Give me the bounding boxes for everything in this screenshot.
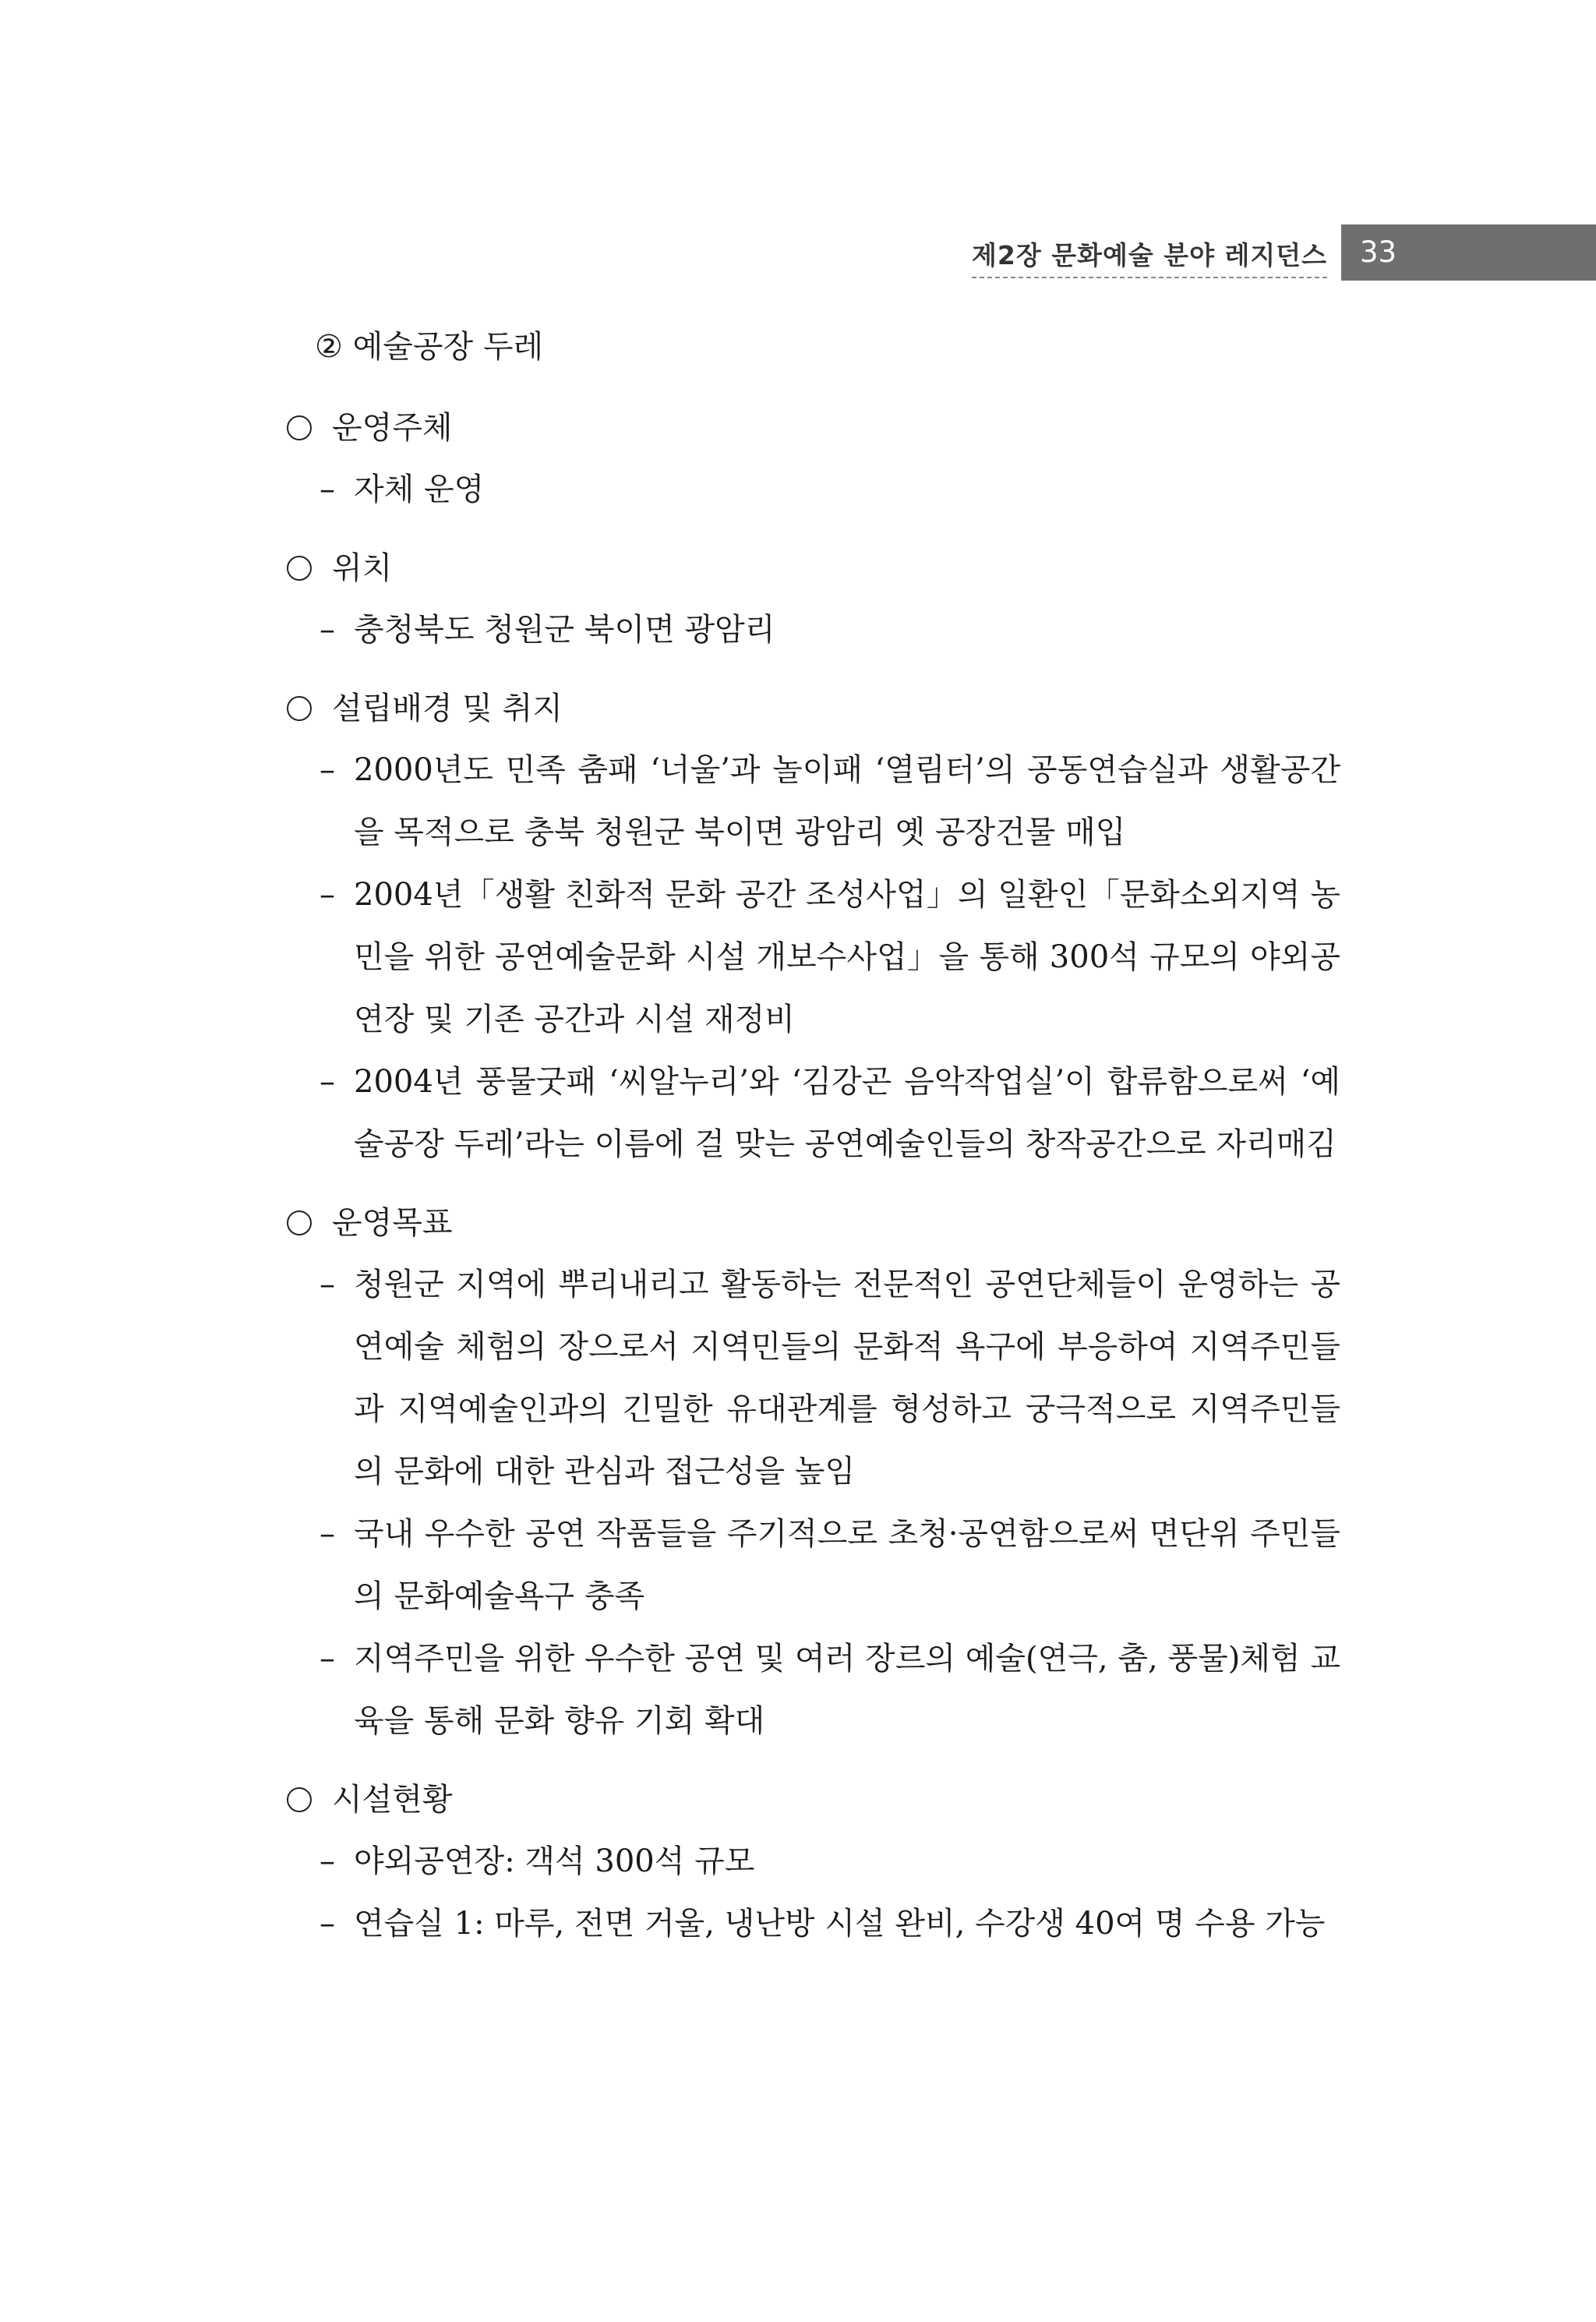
item-text: 연습실 1: 마루, 전면 거울, 냉난방 시설 완비, 수강생 40여 명 수용 가능	[354, 1906, 1326, 1942]
section-heading	[287, 398, 1347, 458]
item-text: 국내 우수한 공연 작품들을 주기적으로 초청·공연함으로써 면단위 주민들의 문화예술욕구 충족	[354, 1516, 1340, 1614]
subsection-title: ② 예술공장 두레	[315, 329, 544, 365]
dash-bullet: –	[320, 1267, 335, 1302]
circle-bullet-icon	[287, 415, 312, 440]
section-heading	[287, 538, 1347, 599]
dash-bullet: –	[320, 1906, 335, 1942]
section-title: 설립배경 및 취지	[332, 691, 563, 726]
dash-bullet: –	[320, 752, 335, 788]
list-item	[287, 1830, 1340, 1893]
section-facilities	[287, 1769, 1347, 1955]
dash-bullet: –	[320, 877, 335, 913]
section-operator	[287, 398, 1347, 521]
page-number-box	[1341, 224, 1596, 281]
item-text: 자체 운영	[354, 472, 485, 507]
section-background	[287, 678, 1347, 1175]
list-item	[287, 1051, 1340, 1175]
list-item	[287, 1628, 1340, 1752]
list-item	[287, 1253, 1340, 1503]
section-heading	[287, 678, 1347, 739]
section-title: 운영목표	[332, 1205, 453, 1241]
dash-bullet: –	[320, 1641, 335, 1677]
list-item	[287, 458, 1340, 521]
item-text: 2004년「생활 친화적 문화 공간 조성사업」의 일환인「문화소외지역 농민을 위한 공연예술문화 시설 개보수사업」을 통해 300석 규모의 야외공연장 및 기존 공간과 시설 재정비	[354, 877, 1340, 1037]
section-title: 운영주체	[332, 410, 453, 446]
list-item	[287, 1503, 1340, 1628]
circle-bullet-icon	[287, 696, 312, 721]
list-item	[287, 864, 1340, 1051]
circle-bullet-icon	[287, 1210, 312, 1235]
section-location	[287, 538, 1347, 661]
section-title: 시설현황	[332, 1782, 453, 1818]
item-text: 청원군 지역에 뿌리내리고 활동하는 전문적인 공연단체들이 운영하는 공연예술 체험의 장으로서 지역민들의 문화적 욕구에 부응하여 지역주민들과 지역예술인과의 긴밀한 유대관계를 형성하고 궁극적으로 지역주민들의 문화에 대한 관심과 접근성을 높임	[354, 1267, 1340, 1490]
dash-bullet: –	[320, 1516, 335, 1552]
item-text: 충청북도 청원군 북이면 광암리	[354, 612, 775, 648]
item-text: 2004년 풍물굿패 ‘씨알누리’와 ‘김강곤 음악작업실’이 합류함으로써 ‘예술공장 두레’라는 이름에 걸 맞는 공연예술인들의 창작공간으로 자리매김	[354, 1064, 1340, 1162]
page-number: 33	[1360, 235, 1397, 269]
dash-bullet: –	[320, 1843, 335, 1879]
section-heading	[287, 1193, 1347, 1253]
dash-bullet: –	[320, 472, 335, 507]
list-item	[287, 739, 1340, 864]
document-body	[287, 320, 1347, 1972]
section-goals	[287, 1193, 1347, 1752]
item-text: 2000년도 민족 춤패 ‘너울’과 놀이패 ‘열림터’의 공동연습실과 생활공간을 목적으로 충북 청원군 북이면 광암리 옛 공장건물 매입	[354, 752, 1340, 850]
section-heading	[287, 1769, 1347, 1830]
list-item	[287, 1893, 1340, 1955]
list-item	[287, 599, 1340, 661]
item-text: 지역주민을 위한 우수한 공연 및 여러 장르의 예술(연극, 춤, 풍물)체험 교육을 통해 문화 향유 기회 확대	[354, 1641, 1340, 1739]
item-text: 야외공연장: 객석 300석 규모	[354, 1843, 755, 1879]
circle-bullet-icon	[287, 556, 312, 581]
running-header	[920, 224, 1596, 281]
dash-bullet: –	[320, 612, 335, 648]
dash-bullet: –	[320, 1064, 335, 1100]
section-title: 위치	[332, 550, 393, 586]
chapter-title: 제2장 문화예술 분야 레지던스	[972, 235, 1327, 278]
circle-bullet-icon	[287, 1787, 312, 1812]
